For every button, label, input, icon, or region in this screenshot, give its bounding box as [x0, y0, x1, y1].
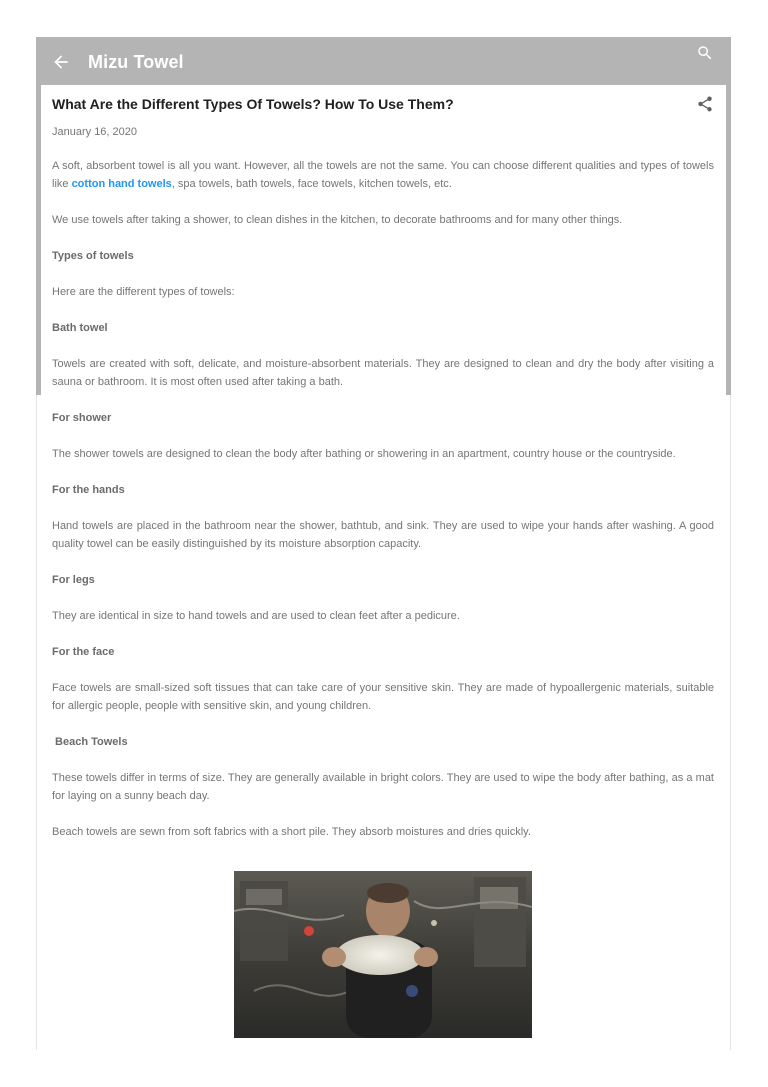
uses-paragraph: We use towels after taking a shower, to clean dishes in the kitchen, to decorate bathrooms and for many other things.: [52, 214, 623, 226]
header-rail-left: [36, 85, 41, 395]
bath-towel-paragraph: Towels are created with soft, delicate, and moisture-absorbent materials. They are designed to clean and dry the body after visiting a sauna or bathroom. It is most often used after taking a bath.: [52, 358, 714, 388]
cotton-hand-towels-link[interactable]: cotton hand towels: [71, 178, 172, 190]
post-date: January 16, 2020: [52, 126, 138, 138]
header-rail-right: [726, 85, 731, 395]
intro-text-end: , spa towels, bath towels, face towels, kitchen towels, etc.: [171, 178, 452, 190]
types-intro-paragraph: Here are the different types of towels:: [52, 286, 235, 298]
face-heading: For the face: [52, 646, 115, 658]
hands-paragraph: Hand towels are placed in the bathroom near the shower, bathtub, and sink. They are used to wipe your hands after washing. A good quality towel can be easily distinguished by its moisture absorption capacity.: [52, 520, 714, 550]
intro-paragraph: [52, 157, 714, 193]
shower-paragraph: The shower towels are designed to clean the body after bathing or showering in an apartment, country house or the countryside.: [52, 448, 676, 460]
arrow-back-icon[interactable]: [51, 52, 71, 72]
shower-heading: For shower: [52, 412, 112, 424]
face-paragraph: Face towels are small-sized soft tissues that can take care of your sensitive skin. They are made of hypoallergenic materials, suitable for allergic people, people with sensitive skin, and young children.: [52, 682, 714, 712]
embedded-video[interactable]: [234, 871, 532, 1038]
legs-heading: For legs: [52, 574, 95, 586]
post-title: What Are the Different Types Of Towels? How To Use Them?: [52, 96, 454, 112]
post-body: [52, 157, 714, 859]
video-thumbnail-image: [234, 871, 532, 1038]
share-icon[interactable]: [696, 95, 714, 113]
intro-text-start: A soft, absorbent towel is all you want. However, all the towels are not the same. You can choose different qualities and types of towels like: [52, 160, 714, 190]
beach-towels-heading: Beach Towels: [52, 736, 128, 748]
legs-paragraph: They are identical in size to hand towels and are used to clean feet after a pedicure.: [52, 610, 460, 622]
search-icon[interactable]: [696, 44, 714, 62]
hands-heading: For the hands: [52, 484, 125, 496]
bath-towel-heading: Bath towel: [52, 322, 108, 334]
blog-title[interactable]: Mizu Towel: [88, 52, 184, 72]
beach-paragraph-1: These towels differ in terms of size. They are generally available in bright colors. They are used to wipe the body after bathing, as a mat for laying on a sunny beach day.: [52, 772, 714, 802]
types-heading: Types of towels: [52, 250, 134, 262]
beach-paragraph-2: Beach towels are sewn from soft fabrics with a short pile. They absorb moistures and dries quickly.: [52, 826, 531, 838]
